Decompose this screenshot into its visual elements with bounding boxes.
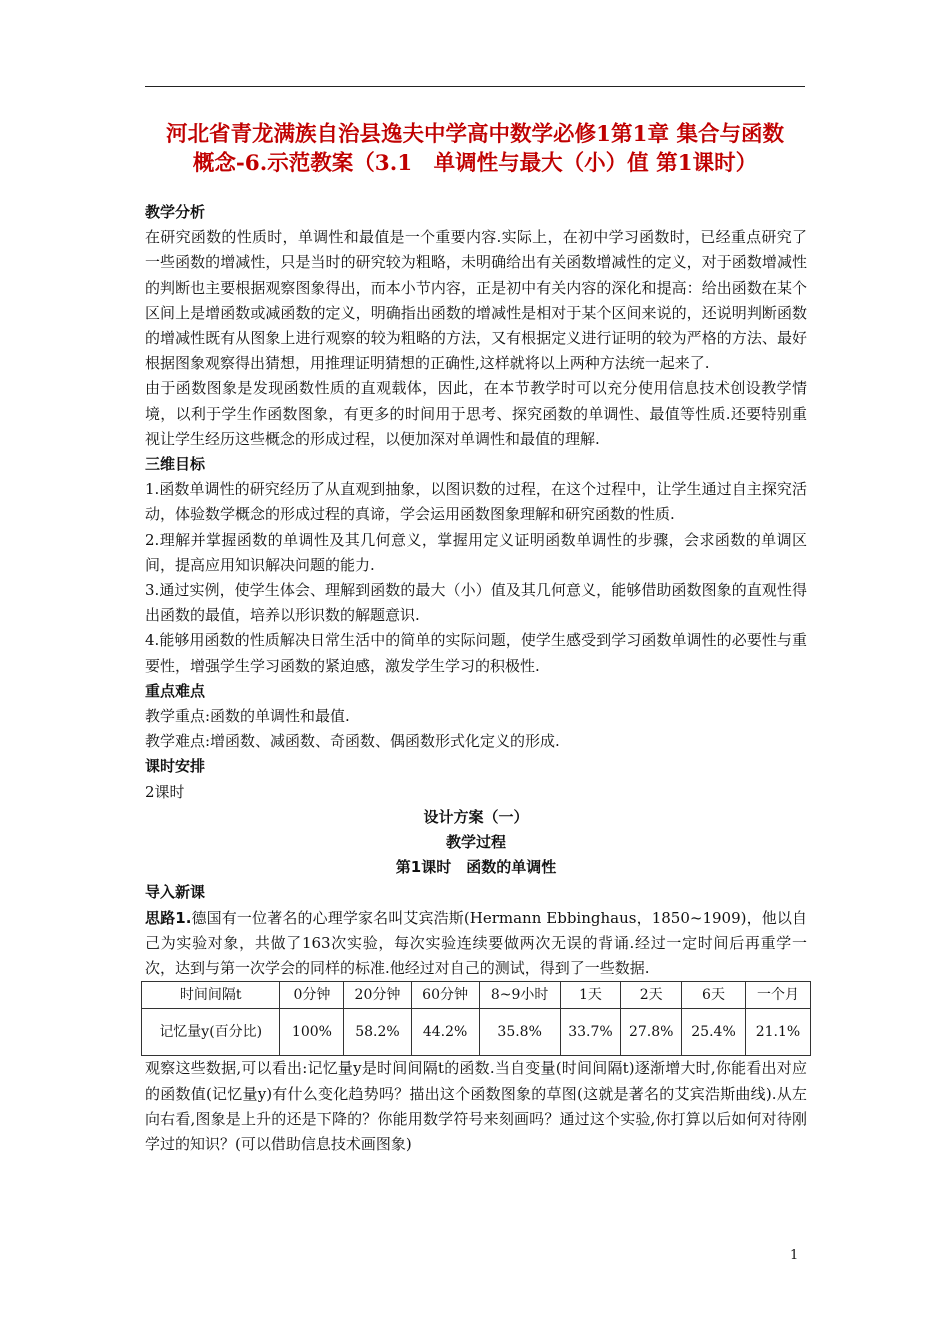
teaching-process-title: 教学过程 [445, 833, 506, 852]
idea-1-text: 德国有一位著名的心理学家名叫艾宾浩斯(Hermann Ebbinghaus，1850~1909)，他以自己为实验对象，共做了163次实验，每次实验连续要做两次无误的背诵.经过一定时间后再重学一次，达到与第一次学会的同样的标准.他经过对自己的测试，得到了一些数据. [145, 908, 807, 978]
memory-data-table [141, 981, 811, 1056]
title-line-1: 河北省青龙满族自治县逸夫中学高中数学必修1第1章 集合与函数 [166, 122, 784, 147]
table-row [142, 1009, 811, 1056]
idea-1-paragraph [145, 906, 807, 982]
table-cell: 33.7% [560, 1009, 621, 1056]
lesson-title: 第1课时 函数的单调性 [395, 858, 557, 877]
table-cell: 58.2% [344, 1009, 411, 1056]
observation-paragraph: 观察这些数据,可以看出:记忆量y是时间间隔t的函数.当自变量(时间间隔t)逐渐增大时,你能看出对应的函数值(记忆量y)有什么变化趋势吗？描出这个函数图象的草图(这就是著名的艾宾浩斯曲线).从左向右看,图象是上升的还是下降的？你能用数学符号来刻画吗？通过这个实验,你打算以后如何对待刚学过的知识？(可以借助信息技术画图象) [145, 1059, 807, 1153]
heading-schedule: 课时安排 [145, 757, 206, 776]
document-title [120, 120, 830, 178]
teaching-difficulty: 教学难点:增函数、减函数、奇函数、偶函数形式化定义的形成. [145, 732, 560, 751]
page-number: 1 [790, 1248, 799, 1263]
goal-item-3: 3.通过实例，使学生体会、理解到函数的最大（小）值及其几何意义，能够借助函数图象的直观性得出函数的最值，培养以形识数的解题意识. [145, 581, 807, 625]
analysis-paragraph-1: 在研究函数的性质时，单调性和最值是一个重要内容.实际上，在初中学习函数时，已经重点研究了一些函数的增减性，只是当时的研究较为粗略，未明确给出有关函数增减性的定义，对于函数增减性的判断也主要根据观察图象得出，而本小节内容，正是初中有关内容的深化和提高：给出函数在某个区间上是增函数或减函数的定义，明确指出函数的增减性是相对于某个区间来说的，还说明判断函数的增减性既有从图象上进行观察的较为粗略的方法，又有根据定义进行证明的较为严格的方法、最好根据图象观察得出猜想，用推理证明猜想的正确性,这样就将以上两种方法统一起来了. [145, 228, 807, 373]
schedule-value: 2课时 [145, 782, 185, 801]
design-plan-title: 设计方案（一） [423, 807, 529, 826]
table-cell: 一个月 [745, 982, 810, 1009]
heading-keypoints: 重点难点 [145, 681, 206, 700]
table-cell: 60分钟 [411, 982, 479, 1009]
table-cell: 44.2% [411, 1009, 479, 1056]
table-cell: 记忆量y(百分比) [142, 1009, 280, 1056]
table-cell: 100% [280, 1009, 344, 1056]
table-cell: 25.4% [682, 1009, 746, 1056]
table-cell: 2天 [621, 982, 682, 1009]
table-cell: 35.8% [479, 1009, 560, 1056]
title-line-2: 概念-6.示范教案（3.1 单调性与最大（小）值 第1课时） [192, 151, 758, 176]
goal-item-4: 4.能够用函数的性质解决日常生活中的简单的实际问题，使学生感受到学习函数单调性的必要性与重要性，增强学生学习函数的紧迫感，激发学生学习的积极性. [145, 631, 807, 675]
idea-1-label: 思路1. [145, 908, 192, 927]
table-cell: 6天 [682, 982, 746, 1009]
heading-analysis: 教学分析 [145, 203, 206, 221]
document-body [145, 200, 807, 1157]
table-cell: 8~9小时 [479, 982, 560, 1009]
table-cell: 21.1% [745, 1009, 810, 1056]
table-cell: 时间间隔t [142, 982, 280, 1009]
goal-item-1: 1.函数单调性的研究经历了从直观到抽象，以图识数的过程，在这个过程中，让学生通过自主探究活动，体验数学概念的形成过程的真谛，学会运用函数图象理解和研究函数的性质. [145, 480, 807, 524]
table-cell: 1天 [560, 982, 621, 1009]
table-row [142, 982, 811, 1009]
teaching-focus: 教学重点:函数的单调性和最值. [145, 707, 350, 726]
heading-goals: 三维目标 [145, 455, 206, 474]
table-cell: 20分钟 [344, 982, 411, 1009]
analysis-paragraph-2: 由于函数图象是发现函数性质的直观载体，因此，在本节教学时可以充分使用信息技术创设教学情境，以利于学生作函数图象，有更多的时间用于思考、探究函数的单调性、最值等性质.还要特别重视让学生经历这些概念的形成过程，以便加深对单调性和最值的理解. [145, 379, 807, 448]
goal-item-2: 2.理解并掌握函数的单调性及其几何意义，掌握用定义证明函数单调性的步骤，会求函数的单调区间，提高应用知识解决问题的能力. [145, 530, 807, 574]
heading-intro: 导入新课 [145, 883, 206, 902]
header-rule [145, 86, 805, 87]
table-cell: 0分钟 [280, 982, 344, 1009]
table-cell: 27.8% [621, 1009, 682, 1056]
